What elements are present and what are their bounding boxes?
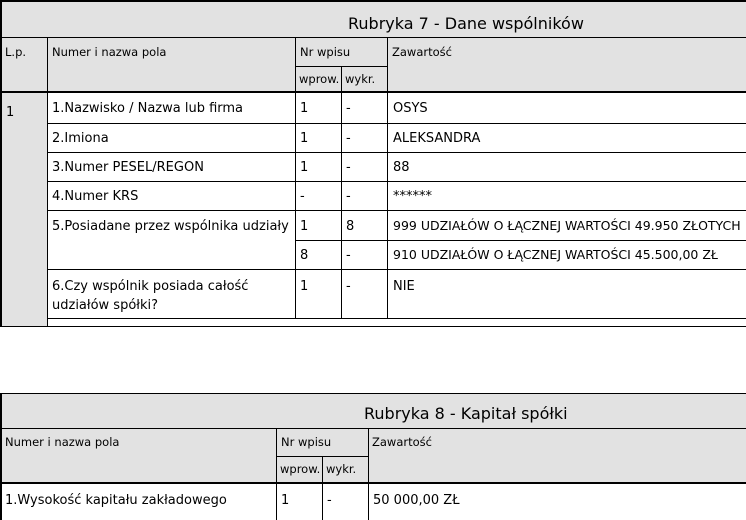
section-8-title: Rubryka 8 - Kapitał spółki xyxy=(364,404,568,423)
wprow-value: - xyxy=(300,189,305,204)
content-value: 999 UDZIAŁÓW O ŁĄCZNEJ WARTOŚCI 49.950 ZŁOTYCH xyxy=(393,218,741,233)
wprow-value: 1 xyxy=(300,131,309,146)
content-value: NIE xyxy=(393,279,415,294)
field-name: 3.Numer PESEL/REGON xyxy=(52,160,204,175)
section-7-lp-column xyxy=(1,92,47,326)
wykr-value: - xyxy=(346,189,351,204)
wprow-value: 1 xyxy=(300,101,309,116)
wprow-value: 8 xyxy=(300,248,309,263)
wprow-value: 1 xyxy=(300,160,309,175)
section-7-title: Rubryka 7 - Dane wspólników xyxy=(348,14,584,33)
field-name-line-1: 6.Czy wspólnik posiada całość xyxy=(52,279,249,294)
content-value: 910 UDZIAŁÓW O ŁĄCZNEJ WARTOŚCI 45.500,00 ZŁ xyxy=(393,247,718,262)
wykr-value: 8 xyxy=(346,219,355,234)
field-name: 1.Wysokość kapitału zakładowego xyxy=(5,493,227,508)
lp-value: 1 xyxy=(6,105,15,120)
wykr-value: - xyxy=(346,248,351,263)
header-lp: L.p. xyxy=(5,45,27,59)
wprow-value: 1 xyxy=(281,493,290,508)
wykr-value: - xyxy=(346,101,351,116)
header-field-name: Numer i nazwa pola xyxy=(5,435,120,449)
content-value: 50 000,00 ZŁ xyxy=(373,493,460,508)
wprow-value: 1 xyxy=(300,219,309,234)
header-nr-wpisu: Nr wpisu xyxy=(281,435,332,449)
header-nr-wpisu: Nr wpisu xyxy=(300,45,351,59)
wprow-value: 1 xyxy=(300,279,309,294)
header-content: Zawartość xyxy=(372,435,432,449)
header-wykr: wykr. xyxy=(326,462,357,476)
header-wprow: wprow. xyxy=(299,72,340,86)
header-wykr: wykr. xyxy=(345,72,376,86)
field-name-line-2: udziałów spółki? xyxy=(52,298,159,313)
field-name: 5.Posiadane przez wspólnika udziały xyxy=(52,219,289,234)
content-value: ALEKSANDRA xyxy=(393,131,481,146)
content-value: ****** xyxy=(393,189,432,204)
field-name: 2.Imiona xyxy=(52,131,109,146)
header-content: Zawartość xyxy=(392,45,452,59)
wykr-value: - xyxy=(346,160,351,175)
field-name: 4.Numer KRS xyxy=(52,189,139,204)
header-field-name: Numer i nazwa pola xyxy=(52,45,167,59)
field-name: 1.Nazwisko / Nazwa lub firma xyxy=(52,101,244,116)
content-value: OSYS xyxy=(393,101,428,116)
wykr-value: - xyxy=(346,279,351,294)
wykr-value: - xyxy=(327,493,332,508)
wykr-value: - xyxy=(346,131,351,146)
header-wprow: wprow. xyxy=(280,462,321,476)
content-value: 88 xyxy=(393,160,410,175)
